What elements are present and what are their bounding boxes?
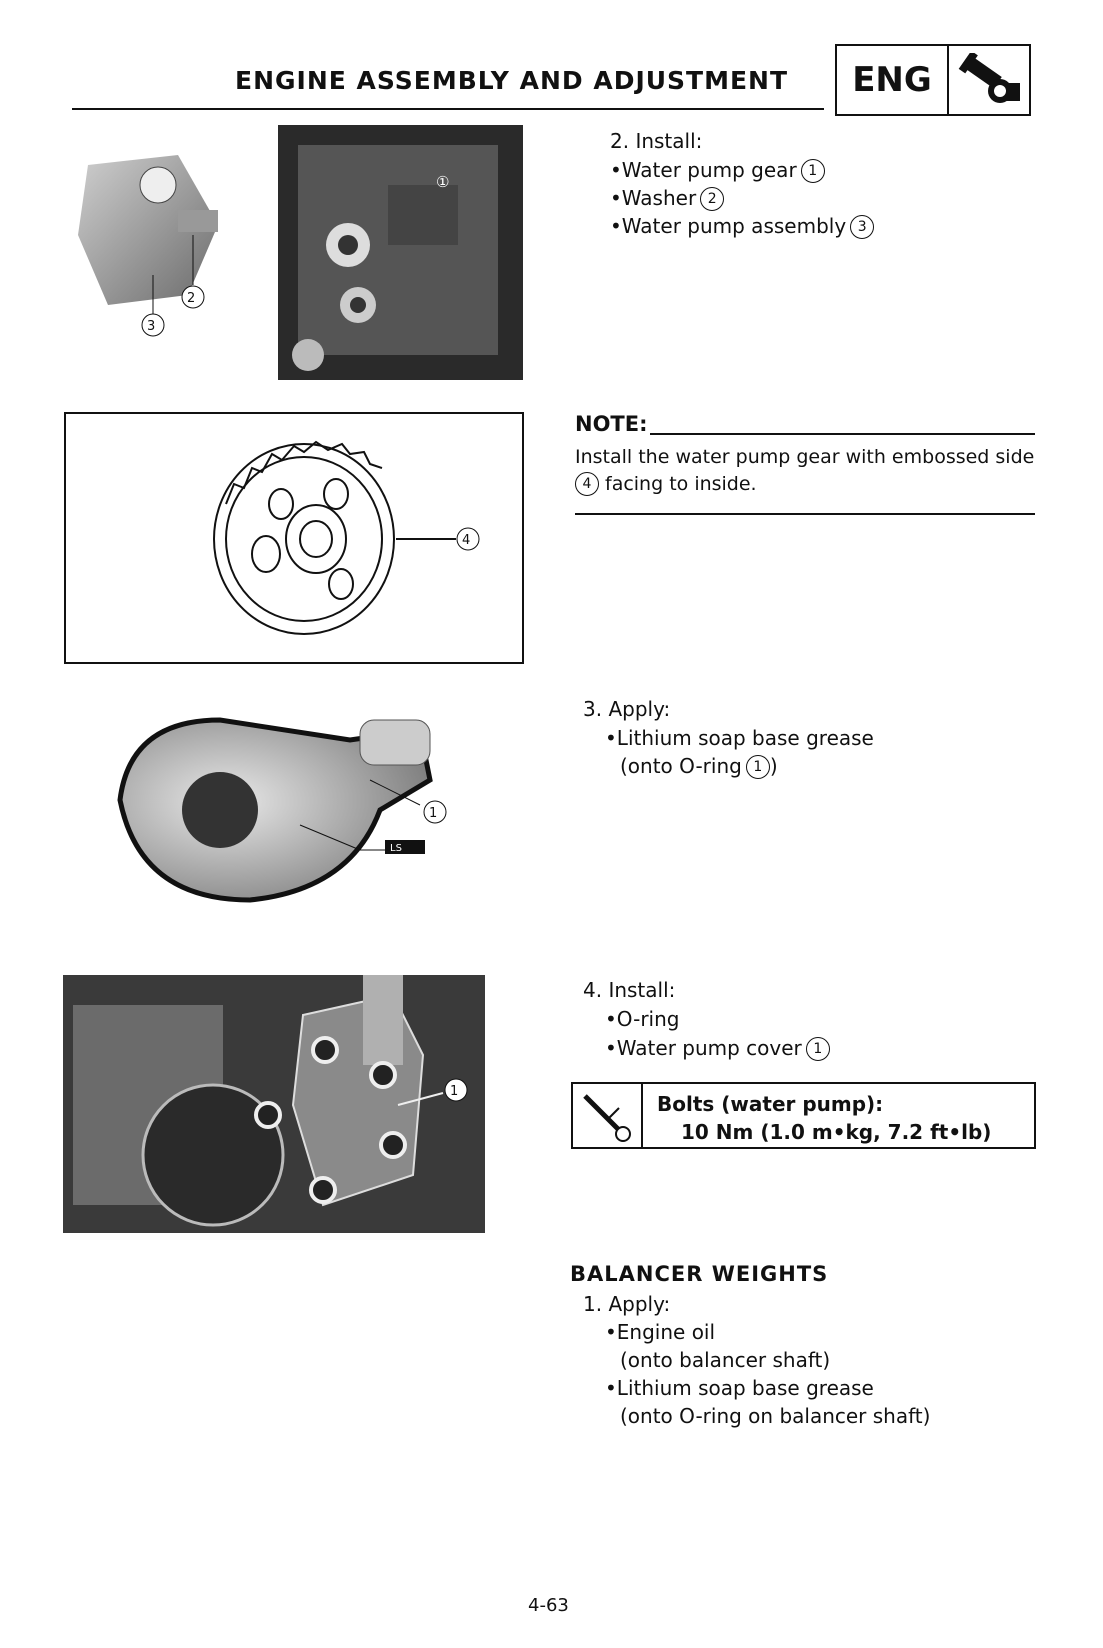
engine-wrench-icon (949, 46, 1029, 114)
torque-wrench-icon (573, 1084, 643, 1147)
step2-item-1: •Water pump gear 1 (610, 156, 825, 184)
figure-water-pump-assembly (68, 125, 523, 380)
page-number: 4-63 (528, 1595, 569, 1616)
callout-3: 3 (147, 319, 156, 334)
step2-item-3: •Water pump assembly 3 (610, 212, 874, 240)
torque-value: 10 Nm (1.0 m•kg, 7.2 ft•lb) (681, 1120, 992, 1144)
step3-sub: (onto O-ring 1 ) (620, 754, 778, 778)
step4-heading: 4. Install: (583, 978, 676, 1002)
figure-pump-gear-diagram (64, 412, 524, 664)
step3-item: •Lithium soap base grease (605, 726, 874, 750)
svg-text:①: ① (436, 173, 450, 191)
note-rule-top (650, 433, 1035, 435)
note-label: NOTE: (575, 412, 648, 436)
callout-4: 4 (462, 533, 471, 548)
figure-pump-cover-installed (63, 975, 485, 1233)
balancer-heading: 1. Apply: (583, 1292, 671, 1316)
callout-ref: 3 (850, 215, 874, 239)
callout-1: 1 (450, 1084, 459, 1099)
balancer-item-1-sub: (onto balancer shaft) (620, 1348, 831, 1372)
callout-ref: 1 (801, 159, 825, 183)
step4-item-1: •O-ring (605, 1007, 680, 1031)
balancer-item-2: •Lithium soap base grease (605, 1376, 874, 1400)
header-rule (72, 108, 824, 110)
balancer-item-1: •Engine oil (605, 1320, 716, 1344)
section-badge-label: ENG (837, 46, 949, 114)
grease-symbol: LS (390, 843, 402, 854)
callout-ref: 1 (806, 1037, 830, 1061)
page-title: ENGINE ASSEMBLY AND ADJUSTMENT (235, 66, 789, 95)
callout-ref: 1 (746, 755, 770, 779)
figure-pump-cover-oring (100, 700, 460, 910)
step3-heading: 3. Apply: (583, 697, 671, 721)
callout-ref: 2 (700, 187, 724, 211)
callout-1: 1 (429, 806, 438, 821)
torque-spec-text (643, 1084, 1005, 1147)
step2-heading: 2. Install: (610, 129, 703, 153)
step2-item-2: •Washer 2 (610, 184, 724, 212)
callout-ref: 4 (575, 472, 599, 496)
torque-spec-box (571, 1082, 1036, 1149)
step4-item-2: •Water pump cover 1 (605, 1034, 830, 1062)
torque-label: Bolts (water pump): (657, 1092, 884, 1116)
note-text: Install the water pump gear with embossed side 4 facing to inside. (575, 446, 1035, 495)
section-badge (835, 44, 1031, 116)
section-title-balancer: BALANCER WEIGHTS (570, 1262, 829, 1286)
callout-2: 2 (187, 291, 196, 306)
note-rule-bottom (575, 513, 1035, 515)
balancer-item-2-sub: (onto O-ring on balancer shaft) (620, 1404, 931, 1428)
